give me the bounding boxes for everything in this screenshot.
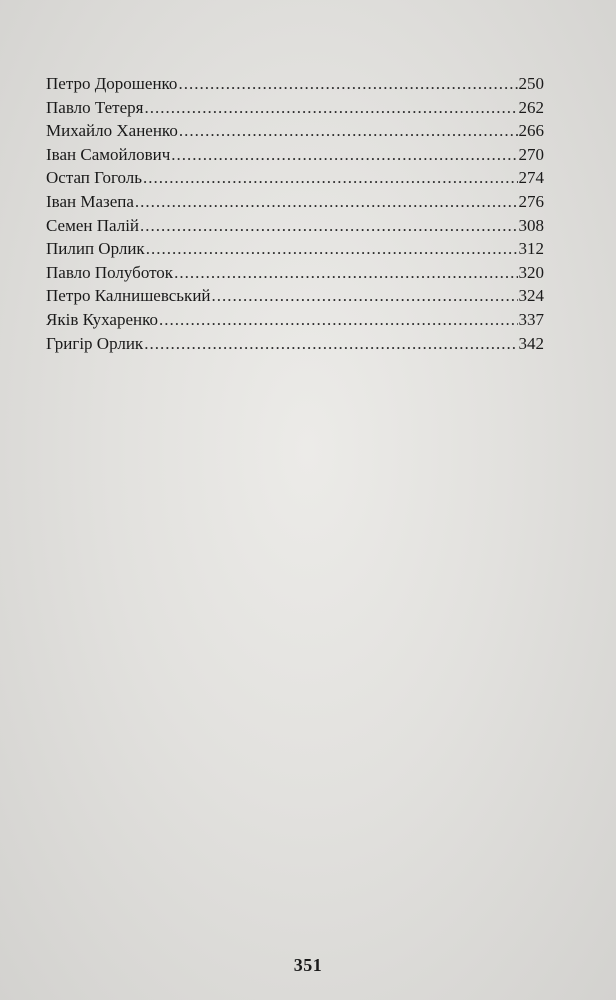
toc-entry-name: Іван Самойлович [46,144,171,164]
toc-entry-page: 337 [518,309,544,329]
toc-leader-dots [135,190,518,214]
toc-entry [46,166,544,190]
toc-entry-page: 324 [518,286,544,306]
toc-entry-page: 320 [518,262,544,282]
toc-leader-dots [144,96,517,120]
toc-entry-name: Пилип Орлик [46,239,145,259]
toc-leader-dots [179,119,518,143]
toc-entry [46,119,544,143]
toc-leader-dots [143,166,517,190]
toc-entry-name: Яків Кухаренко [46,309,159,329]
toc-entry [46,143,544,167]
toc-leader-dots [178,72,517,96]
toc-entry [46,237,544,261]
toc-leader-dots [212,284,518,308]
toc-leader-dots [146,237,518,261]
toc-leader-dots [171,143,517,167]
table-of-contents [46,72,544,355]
toc-entry-name: Семен Палій [46,215,140,235]
toc-entry [46,72,544,96]
toc-entry-page: 342 [518,333,544,353]
toc-entry [46,332,544,356]
toc-leader-dots [174,261,517,285]
toc-entry [46,261,544,285]
toc-entry-page: 276 [518,191,544,211]
toc-entry-page: 262 [518,97,544,117]
toc-entry-page: 274 [518,168,544,188]
toc-leader-dots [159,308,517,332]
toc-leader-dots [144,332,517,356]
toc-entry-name: Григір Орлик [46,333,144,353]
toc-entry-page: 250 [518,74,544,93]
toc-entry [46,214,544,238]
toc-entry-name: Михайло Ханенко [46,121,178,141]
toc-entry-page: 270 [518,144,544,164]
toc-entry [46,190,544,214]
toc-entry-page: 308 [518,215,544,235]
toc-entry-page: 312 [518,239,544,259]
page-number: 351 [293,955,323,975]
toc-entry [46,308,544,332]
toc-entry [46,96,544,120]
toc-entry-name: Петро Калнишевський [46,286,211,306]
toc-entry-name: Іван Мазепа [46,191,134,211]
toc-entry-page: 266 [518,121,544,141]
toc-entry-name: Петро Дорошенко [46,74,178,93]
toc-entry-name: Остап Гоголь [46,168,143,188]
toc-entry-name: Павло Полуботок [46,262,174,282]
toc-entry-name: Павло Тетеря [46,97,144,117]
toc-entry [46,284,544,308]
toc-leader-dots [140,214,517,238]
